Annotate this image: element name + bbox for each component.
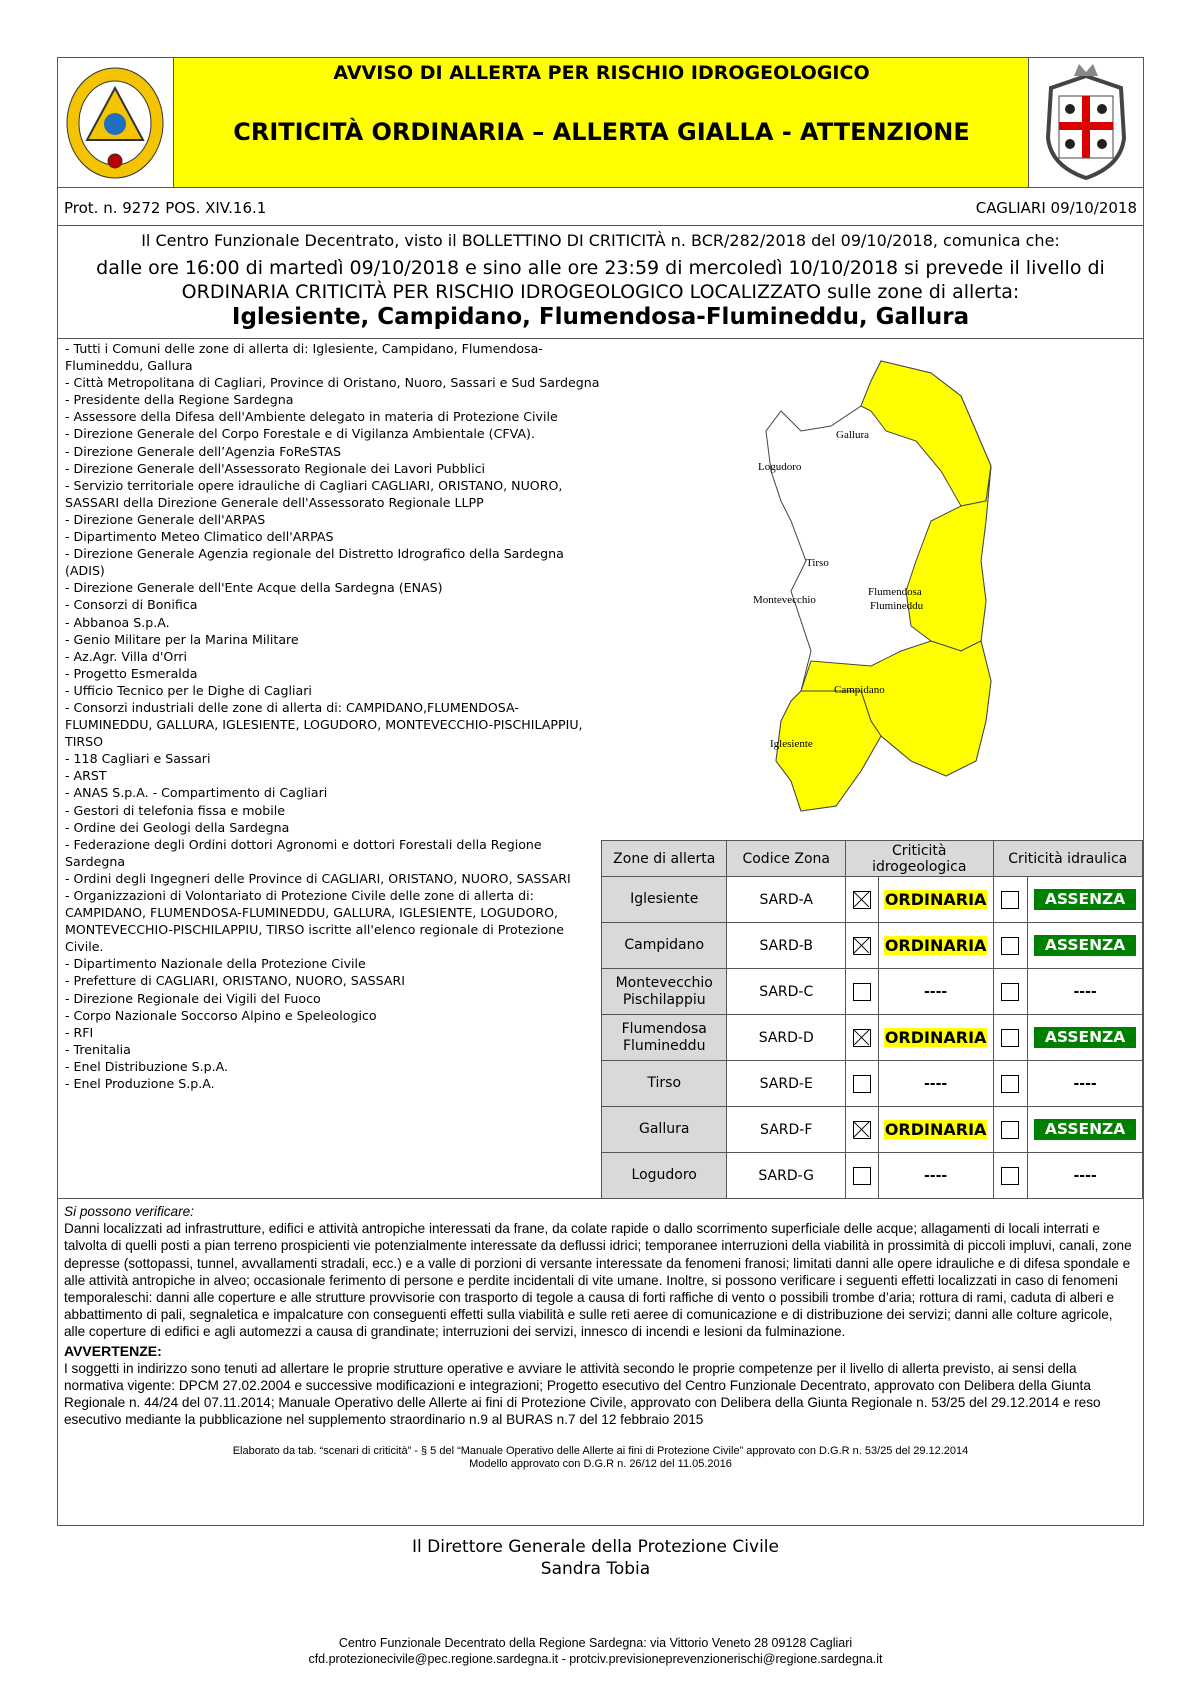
hydraulic-level: ----	[1073, 983, 1097, 1000]
hydrogeo-checkbox[interactable]	[853, 1167, 871, 1185]
recipient-item: - Enel Distribuzione S.p.A.	[65, 1058, 229, 1074]
zone-cell	[602, 877, 727, 923]
recipient-item: - Ufficio Tecnico per le Dighe di Cagliari	[65, 682, 312, 698]
map-label-iglesiente: Iglesiente	[770, 738, 813, 750]
hydraulic-level: ASSENZA	[1034, 1027, 1136, 1048]
recipient-item: - Ordine dei Geologi della Sardegna	[65, 819, 290, 835]
recipients-list	[65, 340, 605, 1092]
recipient-item: - 118 Cagliari e Sassari	[65, 751, 211, 767]
zone-code: SARD-G	[727, 1153, 846, 1199]
recipient-item: - Progetto Esmeralda	[65, 665, 198, 681]
recipient-item: - Direzione Generale dell’Agenzia FoReSTAS	[65, 443, 341, 459]
recipient-item: - Consorzi di Bonifica	[65, 597, 198, 613]
zone-cell	[602, 1107, 727, 1153]
hydrogeo-checkbox-cell	[846, 1107, 879, 1153]
recipient-item: - Dipartimento Nazionale della Protezione Civile	[65, 956, 366, 972]
hydrogeo-checkbox[interactable]	[853, 1029, 871, 1047]
hydraulic-checkbox-cell	[993, 1107, 1028, 1153]
recipient-item: - ARST	[65, 768, 107, 784]
recipient-item: - Abbanoa S.p.A.	[65, 614, 170, 630]
hydraulic-cell	[1028, 969, 1143, 1015]
map-label-tirso: Tirso	[806, 557, 829, 569]
hydraulic-cell	[1028, 1153, 1143, 1199]
zone-name: Iglesiente	[630, 891, 699, 907]
model-note: Modello approvato con D.G.R n. 26/12 del 11.05.2016	[469, 1457, 732, 1470]
map-label-gallura: Gallura	[836, 429, 869, 441]
hydrogeo-cell	[878, 1015, 993, 1061]
recipient-item: - Consorzi industriali delle zone di allerta di: CAMPIDANO,FLUMENDOSA-FLUMINEDDU, GALLURA, IGLESIENTE, LOGUDORO, MONTEVECCHIO-PISCHILAPPIU, TIRSO	[65, 699, 583, 750]
recipient-item: - Prefetture di CAGLIARI, ORISTANO, NUORO, SASSARI	[65, 973, 405, 989]
signature-role: Il Direttore Generale della Protezione Civile	[412, 1537, 779, 1557]
zone-cell	[602, 923, 727, 969]
header-code: Codice Zona	[727, 841, 846, 877]
hydrogeo-cell	[878, 1153, 993, 1199]
hydrogeo-checkbox-cell	[846, 1015, 879, 1061]
effects-and-warnings	[58, 1198, 1143, 1526]
hydraulic-cell	[1028, 923, 1143, 969]
table-row	[602, 969, 1143, 1015]
effects-text: Danni localizzati ad infrastrutture, edifici e attività antropiche interessati da frane, da colate rapide o dallo scorrimento superficiale delle acque; allagamenti di locali interrati e talvolta di quelli posti a pian terreno prospicienti vie potenzialmente interessate da deflussi idrici; temporanee interruzioni della viabilità in prossimità di piccoli impluvi, canali, zone depresse (sottopassi, tunnel, avvallamenti stradali, ecc.) e a valle di porzioni di versante interessate da fenomeni franosi; limitati danni alle opere idrauliche e di difesa spondale e alle attività antropiche in alveo; occasionale ferimento di persone e perdite incidentali di vite umane. Inoltre, si possono verificare i seguenti effetti localizzati in caso di fenomeni temporaleschi: danni alle coperture e alle strutture provvisorie con trasporto di tegole a causa di forti raffiche di vento o possibili trombe d’aria; rottura di rami, caduta di alberi e abbattimento di pali, segnaletica e impalcature con conseguenti effetti sulla viabilità e sulle reti aeree di comunicazione e di distribuzione dei servizi; danni alle colture agricole, alle coperture di edifici e agli automezzi a causa di grandinate; interruzioni dei servizi, innesco di incendi e lesioni da fulminazione.	[64, 1221, 1132, 1340]
hydraulic-checkbox[interactable]	[1001, 891, 1019, 909]
header-zone: Zone di allerta	[602, 841, 727, 877]
alert-title-banner	[174, 58, 1029, 187]
hydraulic-cell	[1028, 1107, 1143, 1153]
alert-zones: Iglesiente, Campidano, Flumendosa-Flumineddu, Gallura	[231, 304, 970, 330]
sardinia-coat-of-arms	[1028, 58, 1143, 187]
hydraulic-checkbox[interactable]	[1001, 1075, 1019, 1093]
zone-name: Tirso	[647, 1075, 682, 1091]
protezione-civile-logo	[58, 58, 174, 187]
hydrogeo-checkbox[interactable]	[853, 983, 871, 1001]
footer-emails: cfd.protezionecivile@pec.regione.sardegna.it - protciv.previsioneprevenzionerischi@regione.sardegna.it	[308, 1652, 883, 1666]
hydraulic-level: ASSENZA	[1034, 935, 1136, 956]
intro-line: Il Centro Funzionale Decentrato, visto il BOLLETTINO DI CRITICITÀ n. BCR/282/2018 del 09/10/2018, comunica che:	[141, 231, 1060, 250]
effects-heading: Si possono verificare:	[64, 1204, 194, 1219]
hydraulic-checkbox-cell	[993, 923, 1028, 969]
recipient-item: - Dipartimento Meteo Climatico dell'ARPAS	[65, 529, 334, 545]
hydraulic-checkbox[interactable]	[1001, 1121, 1019, 1139]
protocol-number: Prot. n. 9272 POS. XIV.16.1	[64, 199, 267, 217]
recipient-item: - Organizzazioni di Volontariato di Protezione Civile delle zone di allerta di: CAMPIDANO, FLUMENDOSA-FLUMINEDDU, GALLURA, IGLESIENTE, LOGUDORO, MONTEVECCHIO-PISCHILAPPIU, TIRSO iscritte all'elenco regionale di Protezione Civile.	[65, 888, 564, 955]
hydraulic-checkbox-cell	[993, 1153, 1028, 1199]
hydraulic-level: ASSENZA	[1034, 889, 1136, 910]
zone-code: SARD-B	[727, 923, 846, 969]
recipient-item: - Direzione Generale dell'Ente Acque della Sardegna (ENAS)	[65, 580, 443, 596]
recipient-item: - Direzione Generale del Corpo Forestale e di Vigilanza Ambientale (CFVA).	[65, 426, 535, 442]
recipient-item: - Corpo Nazionale Soccorso Alpino e Speleologico	[65, 1007, 377, 1023]
map-label-montevecchio: Montevecchio	[753, 594, 816, 606]
hydraulic-level: ----	[1073, 1167, 1097, 1184]
zone-cell	[602, 1061, 727, 1107]
map-label-flumineddu: Flumineddu	[870, 600, 924, 612]
hydrogeo-level: ----	[924, 983, 948, 1000]
recipient-item: - Ordini degli Ingegneri delle Province di CAGLIARI, ORISTANO, NUORO, SASSARI	[65, 870, 571, 886]
header	[58, 58, 1143, 188]
zone-cell	[602, 1015, 727, 1061]
hydrogeo-checkbox-cell	[846, 1061, 879, 1107]
recipient-item: - Città Metropolitana di Cagliari, Province di Oristano, Nuoro, Sassari e Sud Sardegna	[65, 375, 600, 391]
hydrogeo-checkbox-cell	[846, 969, 879, 1015]
zone-code: SARD-F	[727, 1107, 846, 1153]
map-label-campidano: Campidano	[834, 684, 885, 696]
zone-cell	[602, 969, 727, 1015]
zone-cell	[602, 1153, 727, 1199]
zone-code: SARD-C	[727, 969, 846, 1015]
header-hydraulic: Criticità idraulica	[993, 841, 1142, 877]
recipient-item: - RFI	[65, 1024, 94, 1040]
hydraulic-cell	[1028, 1015, 1143, 1061]
zone-code: SARD-E	[727, 1061, 846, 1107]
hydrogeo-cell	[878, 1107, 993, 1153]
hydrogeo-level: ORDINARIA	[884, 1028, 987, 1047]
hydraulic-level: ASSENZA	[1034, 1119, 1136, 1140]
zone-name: Montevecchio	[615, 974, 713, 991]
source-note: Elaborato da tab. “scenari di criticità” - § 5 del “Manuale Operativo delle Allerte ai fini di Protezione Civile” approvato con D.G.R n. 53/25 del 29.12.2014	[232, 1444, 969, 1457]
recipient-item: - Presidente della Regione Sardegna	[65, 392, 294, 408]
recipient-item: - Gestori di telefonia fissa e mobile	[65, 802, 285, 818]
zone-name-2: Pischilappiu	[622, 991, 706, 1008]
recipient-item: - Genio Militare per la Marina Militare	[65, 631, 299, 647]
table-row	[602, 1107, 1143, 1153]
protocol-row	[58, 188, 1143, 226]
hydrogeo-cell	[878, 923, 993, 969]
recipient-item: - Assessore della Difesa dell'Ambiente delegato in materia di Protezione Civile	[65, 409, 558, 425]
hydrogeo-checkbox[interactable]	[853, 1121, 871, 1139]
signature-name: Sandra Tobia	[540, 1559, 651, 1579]
table-row	[602, 1015, 1143, 1061]
table-row	[602, 1153, 1143, 1199]
hydraulic-cell	[1028, 877, 1143, 923]
alert-zones-table	[601, 840, 1143, 1199]
table-row	[602, 1061, 1143, 1107]
hydraulic-checkbox-cell	[993, 877, 1028, 923]
header-hydrogeological: Criticità idrogeologica	[846, 841, 994, 877]
map-zone-iglesiente	[776, 691, 881, 811]
table-row	[602, 877, 1143, 923]
intro-section	[58, 226, 1143, 339]
hydraulic-checkbox-cell	[993, 1061, 1028, 1107]
hydrogeo-level: ----	[924, 1167, 948, 1184]
recipient-item: - Servizio territoriale opere idrauliche di Cagliari CAGLIARI, ORISTANO, NUORO, SASSARI della Direzione Generale dell'Assessorato Regionale LLPP	[65, 477, 563, 510]
map-label-flumendosa: Flumendosa	[868, 586, 922, 598]
hydrogeo-checkbox[interactable]	[853, 1075, 871, 1093]
recipient-item: - Direzione Generale dell'Assessorato Regionale dei Lavori Pubblici	[65, 460, 486, 476]
hydraulic-checkbox[interactable]	[1001, 1167, 1019, 1185]
hydrogeo-checkbox-cell	[846, 1153, 879, 1199]
hydraulic-checkbox[interactable]	[1001, 983, 1019, 1001]
warnings-heading: AVVERTENZE:	[64, 1342, 162, 1359]
hydraulic-level: ----	[1073, 1075, 1097, 1092]
zone-name: Gallura	[639, 1121, 690, 1137]
document-title: AVVISO DI ALLERTA PER RISCHIO IDROGEOLOGICO	[333, 62, 870, 84]
warnings-text: I soggetti in indirizzo sono tenuti ad allertare le proprie strutture operative e avviare le attività secondo le proprie competenze per il livello di allerta previsto, ai sensi della normativa vigente: DPCM 27.02.2004 e successive modificazioni e integrazioni; Progetto esecutivo del Centro Funzionale Decentrato, approvato con Delibera della Giunta Regionale n. 44/24 del 07.11.2014; Manuale Operativo delle Allerte ai fini di Protezione Civile, approvato con Delibera della Giunta Regionale n. 53/25 del 29.12.2014 e reso esecutivo mediante la pubblicazione nel supplemento straordinario n.9 al BURAS n.7 del 12 febbraio 2015	[64, 1360, 1101, 1428]
recipient-item: - Az.Agr. Villa d'Orri	[65, 648, 187, 664]
hydrogeo-cell	[878, 969, 993, 1015]
hydraulic-cell	[1028, 1061, 1143, 1107]
hydrogeo-level: ORDINARIA	[884, 890, 987, 909]
recipient-item: - Direzione Generale dell'ARPAS	[65, 511, 266, 527]
zone-name-2: Flumineddu	[622, 1037, 706, 1054]
recipient-item: - Federazione degli Ordini dottori Agronomi e dottori Forestali della Regione Sardegna	[65, 836, 542, 869]
recipient-item: - Trenitalia	[65, 1041, 131, 1057]
hydrogeo-cell	[878, 877, 993, 923]
footer-address: Centro Funzionale Decentrato della Regione Sardegna: via Vittorio Veneto 28 09128 Cagliari	[338, 1636, 853, 1650]
recipient-item: - Enel Produzione S.p.A.	[65, 1076, 215, 1092]
hydrogeo-checkbox[interactable]	[853, 891, 871, 909]
hydraulic-checkbox-cell	[993, 969, 1028, 1015]
hydraulic-checkbox-cell	[993, 1015, 1028, 1061]
hydrogeo-cell	[878, 1061, 993, 1107]
zone-code: SARD-D	[727, 1015, 846, 1061]
recipient-item: - Tutti i Comuni delle zone di allerta di: Iglesiente, Campidano, Flumendosa-Flumineddu, Gallura	[65, 341, 543, 374]
table-row	[602, 923, 1143, 969]
hydrogeo-checkbox-cell	[846, 877, 879, 923]
map-label-logudoro: Logudoro	[758, 461, 802, 473]
zone-name: Campidano	[624, 937, 705, 953]
hydrogeo-level: ----	[924, 1075, 948, 1092]
hydrogeo-checkbox[interactable]	[853, 937, 871, 955]
forecast-period: dalle ore 16:00 di martedì 09/10/2018 e sino alle ore 23:59 di mercoledì 10/10/2018 si prevede il livello di ORDINARIA CRITICITÀ PER RISCHIO IDROGEOLOGICO LOCALIZZATO sulle zone di allerta:	[96, 257, 1105, 303]
hydrogeo-checkbox-cell	[846, 923, 879, 969]
recipient-item: - Direzione Regionale dei Vigili del Fuoco	[65, 990, 321, 1006]
zone-name: Logudoro	[631, 1167, 697, 1183]
zone-name: Flumendosa	[621, 1020, 707, 1037]
hydrogeo-level: ORDINARIA	[884, 1120, 987, 1139]
sardinia-alert-map	[748, 348, 1008, 818]
alert-document	[57, 57, 1144, 1526]
hydrogeo-level: ORDINARIA	[884, 936, 987, 955]
zone-code: SARD-A	[727, 877, 846, 923]
hydraulic-checkbox[interactable]	[1001, 1029, 1019, 1047]
recipient-item: - ANAS S.p.A. - Compartimento di Cagliari	[65, 785, 328, 801]
alert-level-title: CRITICITÀ ORDINARIA – ALLERTA GIALLA - ATTENZIONE	[233, 118, 970, 146]
recipient-item: - Direzione Generale Agenzia regionale del Distretto Idrografico della Sardegna (ADIS)	[65, 546, 564, 579]
hydraulic-checkbox[interactable]	[1001, 937, 1019, 955]
place-date: CAGLIARI 09/10/2018	[975, 199, 1137, 217]
